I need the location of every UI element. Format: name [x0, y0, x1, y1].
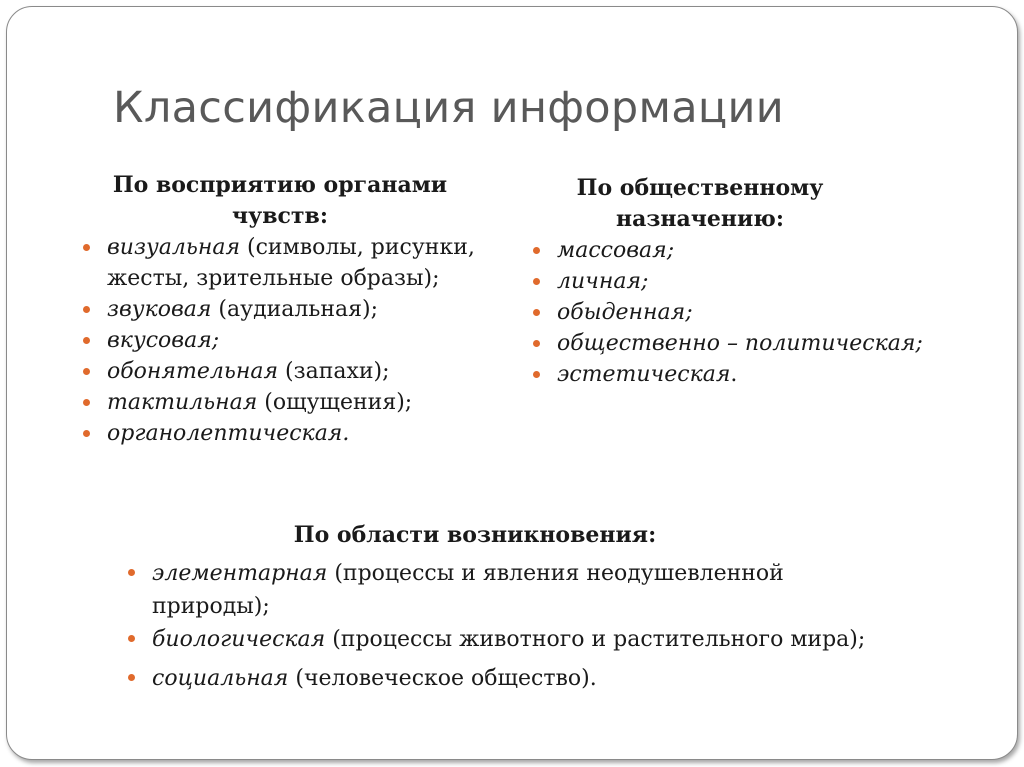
list-item	[530, 328, 970, 359]
bullet-dot-icon	[83, 306, 90, 313]
perception-heading: По восприятию органами чувств:	[112, 172, 448, 229]
bullet-dot-icon	[83, 337, 90, 344]
item-term: социальная	[152, 666, 289, 691]
list-item	[125, 557, 885, 623]
origin-section	[125, 520, 885, 695]
bullet-dot-icon	[83, 399, 90, 406]
item-term: тактильная	[107, 390, 258, 415]
list-item	[80, 325, 500, 356]
item-detail: (запахи);	[278, 359, 390, 384]
slide-title: Классификация информации	[113, 83, 784, 133]
list-item	[530, 266, 970, 297]
item-detail: (символы, рисунки, жесты, зрительные образы);	[107, 235, 475, 291]
list-item	[80, 356, 500, 387]
item-term: обыденная;	[557, 300, 693, 325]
item-detail: (процессы и явления неодушевленной природы);	[152, 561, 784, 619]
list-item	[80, 232, 500, 294]
list-item	[80, 294, 500, 325]
bullet-dot-icon	[533, 309, 540, 316]
item-detail: (аудиальная);	[211, 297, 379, 322]
list-item	[125, 623, 885, 656]
item-term: элементарная	[152, 561, 328, 586]
perception-section	[80, 170, 500, 449]
bullet-dot-icon	[83, 244, 90, 251]
bullet-dot-icon	[128, 635, 135, 642]
item-term: эстетическая	[557, 362, 731, 387]
item-term: вкусовая;	[107, 328, 220, 353]
bullet-dot-icon	[533, 371, 540, 378]
social-section	[530, 173, 970, 390]
list-item	[80, 387, 500, 418]
social-list	[530, 235, 970, 390]
bullet-dot-icon	[533, 340, 540, 347]
origin-heading: По области возникновения:	[293, 522, 657, 548]
bullet-dot-icon	[128, 674, 135, 681]
bullet-dot-icon	[533, 247, 540, 254]
item-term: общественно – политическая;	[557, 331, 923, 356]
social-heading: По общественному назначению:	[576, 175, 824, 232]
list-item	[125, 662, 885, 695]
item-term: звуковая	[107, 297, 212, 322]
item-term: биологическая	[152, 627, 326, 652]
item-term: обонятельная	[107, 359, 279, 384]
item-detail: .	[730, 362, 738, 387]
list-item	[530, 297, 970, 328]
bullet-dot-icon	[83, 430, 90, 437]
bullet-dot-icon	[128, 569, 135, 576]
list-item	[530, 359, 970, 390]
perception-list	[80, 232, 500, 449]
item-term: органолептическая.	[107, 421, 350, 446]
item-detail: (ощущения);	[257, 390, 413, 415]
item-term: массовая;	[557, 238, 675, 263]
list-item	[80, 418, 500, 449]
item-term: визуальная	[107, 235, 241, 260]
origin-list	[125, 557, 885, 695]
item-term: личная;	[557, 269, 649, 294]
bullet-dot-icon	[83, 368, 90, 375]
item-detail: (человеческое общество).	[288, 666, 597, 691]
list-item	[530, 235, 970, 266]
item-detail: (процессы животного и растительного мира);	[325, 627, 866, 652]
bullet-dot-icon	[533, 278, 540, 285]
